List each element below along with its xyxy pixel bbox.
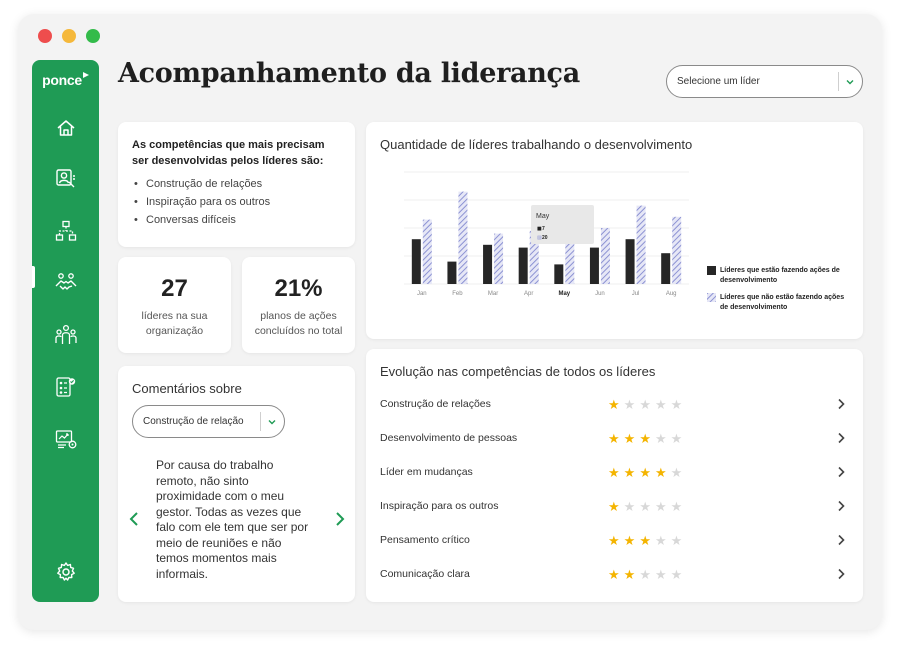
evolution-title: Evolução nas competências de todos os líderes <box>380 364 656 379</box>
x-tick-label: Aug <box>665 291 677 297</box>
bar-active-apr[interactable] <box>519 248 528 284</box>
star-empty-icon: ★ <box>623 396 636 412</box>
stat-label: planos de ações concluídos no total <box>254 310 343 337</box>
chart-title: Quantidade de líderes trabalhando o desenvolvimento <box>380 137 693 152</box>
list-item-label: Construção de relações <box>146 178 263 190</box>
x-tick-label: Jan <box>416 291 427 297</box>
leader-select[interactable] <box>666 65 863 98</box>
tooltip-title: May <box>536 213 550 220</box>
bar-inactive-feb[interactable] <box>458 192 467 284</box>
logo-text: ponce <box>42 72 82 88</box>
competency-row[interactable] <box>366 387 863 421</box>
legend-swatch <box>707 293 716 302</box>
handshake-icon <box>54 271 78 295</box>
gear-icon <box>55 561 77 583</box>
tooltip-marker: ▨ <box>537 235 542 241</box>
sidebar-item-handshake[interactable] <box>48 265 84 301</box>
dashboard-settings-icon <box>54 427 78 451</box>
bar-inactive-mar[interactable] <box>494 234 503 284</box>
competency-label: Construção de relações <box>380 398 491 410</box>
leader-select-value: Selecione um líder <box>677 76 760 87</box>
x-tick-label: Jul <box>631 291 640 297</box>
tooltip-value: 20 <box>542 235 548 241</box>
x-tick-label: Jun <box>595 291 605 297</box>
stat-value: 27 <box>161 275 188 302</box>
bar-active-jan[interactable] <box>412 239 421 284</box>
star-filled-icon: ★ <box>608 566 620 582</box>
star-filled-icon: ★ <box>639 532 651 548</box>
competencies-card <box>118 122 355 247</box>
select-divider <box>260 412 261 431</box>
stat-card-action-plans <box>242 257 355 353</box>
star-empty-icon: ★ <box>670 464 683 480</box>
org-chart-icon <box>54 219 78 243</box>
star-filled-icon: ★ <box>623 464 636 480</box>
competency-row[interactable] <box>366 455 863 489</box>
star-filled-icon: ★ <box>654 464 667 480</box>
sidebar-item-settings[interactable] <box>48 554 84 590</box>
star-rating <box>608 387 682 421</box>
star-filled-icon: ★ <box>608 430 620 446</box>
chevron-right-icon <box>837 489 845 523</box>
chevron-right-icon <box>837 523 845 557</box>
active-nav-indicator <box>32 266 35 288</box>
sidebar-item-team-profile[interactable] <box>48 161 84 197</box>
star-filled-icon: ★ <box>608 498 620 514</box>
stat-card-leaders <box>118 257 231 353</box>
checklist-icon <box>54 375 78 399</box>
bar-active-jul[interactable] <box>626 239 635 284</box>
list-item: • Conversas difíceis <box>134 214 236 226</box>
star-empty-icon: ★ <box>654 498 667 514</box>
list-item: • Inspiração para os outros <box>134 196 271 208</box>
comments-card <box>118 366 355 602</box>
chevron-down-icon <box>267 406 277 437</box>
star-empty-icon: ★ <box>670 396 683 412</box>
competency-row[interactable] <box>366 421 863 455</box>
competency-row[interactable] <box>366 489 863 523</box>
bar-inactive-jun[interactable] <box>601 228 610 284</box>
competency-row[interactable] <box>366 523 863 557</box>
bar-chart <box>366 158 696 328</box>
chevron-right-icon <box>334 511 346 527</box>
ponce-logo[interactable] <box>32 72 99 88</box>
sidebar-item-org-chart[interactable] <box>48 213 84 249</box>
list-item-label: Inspiração para os outros <box>146 196 271 208</box>
sidebar-item-group[interactable] <box>48 317 84 353</box>
star-rating <box>608 489 682 523</box>
star-empty-icon: ★ <box>639 498 651 514</box>
star-filled-icon: ★ <box>608 464 620 480</box>
bar-active-may[interactable] <box>554 264 563 284</box>
select-divider <box>838 72 839 91</box>
star-filled-icon: ★ <box>608 396 620 412</box>
bar-inactive-aug[interactable] <box>672 217 681 284</box>
star-filled-icon: ★ <box>608 532 620 548</box>
competency-select[interactable] <box>132 405 285 438</box>
team-profile-icon <box>54 167 78 191</box>
evolution-card <box>366 349 863 602</box>
tooltip-value: 7 <box>542 226 545 232</box>
star-empty-icon: ★ <box>670 498 683 514</box>
competencies-list <box>134 175 270 229</box>
competency-label: Líder em mudanças <box>380 466 473 478</box>
chevron-right-icon <box>837 421 845 455</box>
comments-title: Comentários sobre <box>132 381 242 396</box>
competency-label: Desenvolvimento de pessoas <box>380 432 518 444</box>
competencies-heading: As competências que mais precisam ser desenvolvidas pelos líderes são: <box>132 139 325 167</box>
next-comment-button[interactable] <box>330 509 350 529</box>
sidebar-item-checklist[interactable] <box>48 369 84 405</box>
sidebar-item-home[interactable] <box>48 110 84 146</box>
star-empty-icon: ★ <box>623 498 636 514</box>
star-empty-icon: ★ <box>670 566 683 582</box>
star-empty-icon: ★ <box>654 566 667 582</box>
chart-card <box>366 122 863 339</box>
star-rating <box>608 455 682 489</box>
star-filled-icon: ★ <box>623 430 636 446</box>
star-rating <box>608 523 682 557</box>
comment-quote: Por causa do trabalho remoto, não sinto proximidade com o meu gestor. Todas as vezes que falo com ele tem que ser por meio de reuniões e não temos momentos mais informais. <box>156 458 309 581</box>
chevron-right-icon <box>837 557 845 591</box>
stat-label: líderes na sua organização <box>141 310 208 337</box>
list-item-label: Conversas difíceis <box>146 214 236 226</box>
legend-swatch <box>707 266 716 275</box>
star-empty-icon: ★ <box>654 430 667 446</box>
bar-active-mar[interactable] <box>483 245 492 284</box>
bar-inactive-jan[interactable] <box>423 220 432 284</box>
star-empty-icon: ★ <box>670 430 683 446</box>
star-rating <box>608 421 682 455</box>
x-tick-label: Apr <box>524 291 534 297</box>
bar-inactive-jul[interactable] <box>637 206 646 284</box>
bar-active-feb[interactable] <box>447 262 456 284</box>
page-title: Acompanhamento da liderança <box>118 58 580 89</box>
chevron-down-icon <box>845 66 855 97</box>
app-window <box>18 14 882 630</box>
legend-label: Líderes que estão fazendo ações de desenvolvimento <box>720 267 840 284</box>
star-rating <box>608 557 682 591</box>
competency-label: Pensamento crítico <box>380 534 470 546</box>
x-tick-label: Feb <box>452 291 463 297</box>
bar-active-aug[interactable] <box>661 253 670 284</box>
close-window-button[interactable] <box>38 29 52 43</box>
star-filled-icon: ★ <box>639 430 651 446</box>
x-tick-label: May <box>558 291 571 297</box>
previous-comment-button[interactable] <box>124 509 144 529</box>
chevron-right-icon <box>837 455 845 489</box>
chart-tooltip <box>531 205 594 244</box>
bar-active-jun[interactable] <box>590 248 599 284</box>
star-filled-icon: ★ <box>623 532 636 548</box>
stat-value: 21% <box>274 275 323 302</box>
competency-label: Comunicação clara <box>380 568 470 580</box>
competency-label: Inspiração para os outros <box>380 500 499 512</box>
chevron-left-icon <box>128 511 140 527</box>
star-empty-icon: ★ <box>639 396 651 412</box>
sidebar-item-dashboard-settings[interactable] <box>48 421 84 457</box>
competency-row[interactable] <box>366 557 863 591</box>
chevron-right-icon <box>837 387 845 421</box>
x-tick-label: Mar <box>487 291 499 297</box>
star-empty-icon: ★ <box>654 396 667 412</box>
star-empty-icon: ★ <box>654 532 667 548</box>
legend-label: Líderes que não estão fazendo ações de desenvolvimento <box>720 294 845 311</box>
star-filled-icon: ★ <box>623 566 636 582</box>
list-item: • Construção de relações <box>134 178 263 190</box>
star-empty-icon: ★ <box>670 532 683 548</box>
home-icon <box>55 117 77 139</box>
maximize-window-button[interactable] <box>86 29 100 43</box>
star-empty-icon: ★ <box>639 566 651 582</box>
tooltip-marker: ■ <box>537 226 542 232</box>
star-filled-icon: ★ <box>639 464 651 480</box>
competency-select-value: Construção de relação <box>143 416 244 427</box>
minimize-window-button[interactable] <box>62 29 76 43</box>
sidebar <box>32 60 99 602</box>
group-icon <box>54 323 78 347</box>
